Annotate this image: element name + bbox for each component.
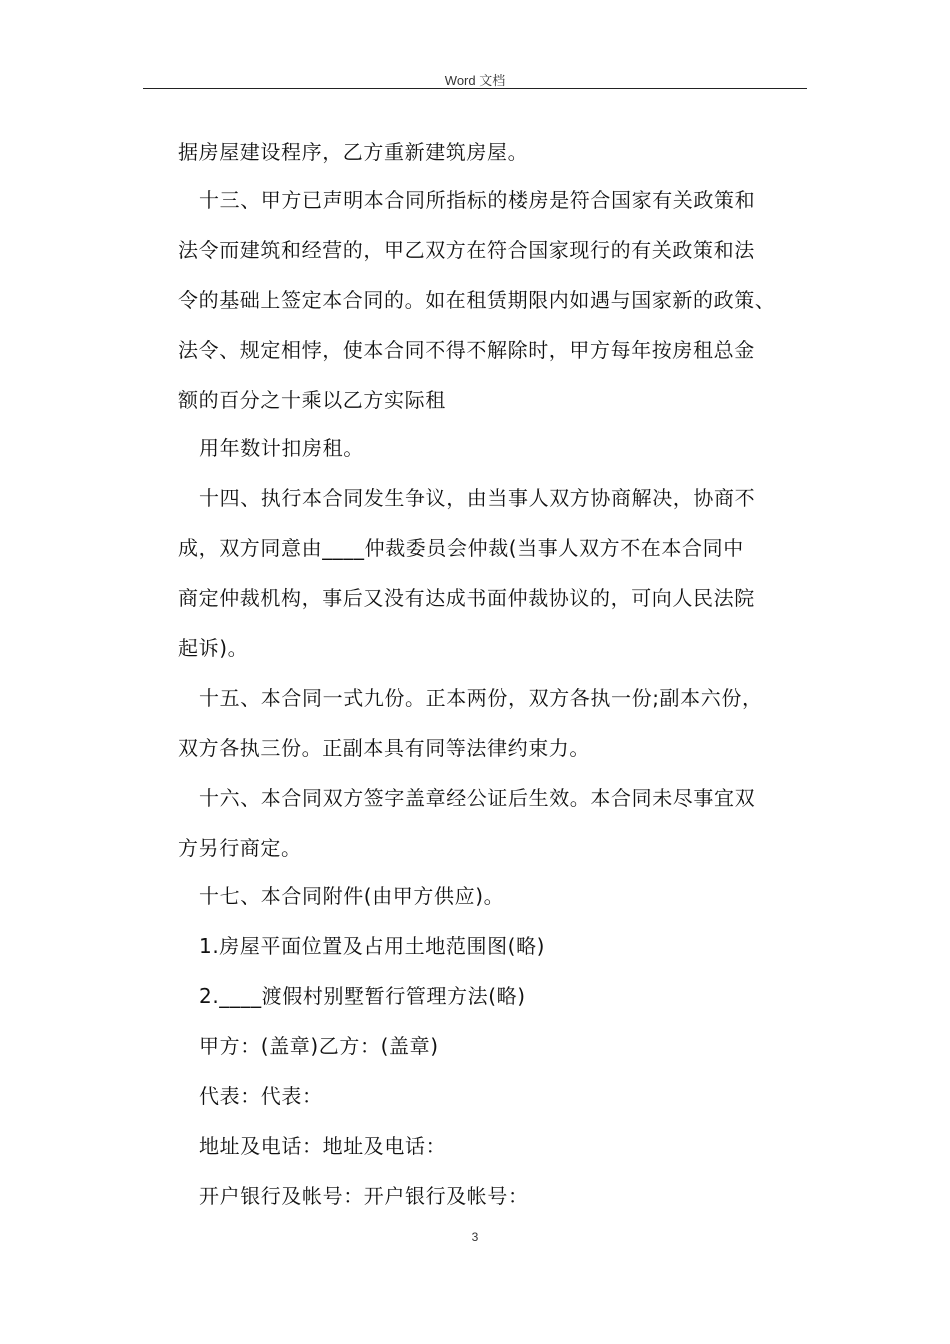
text-line: 法令而建筑和经营的，甲乙双方在符合国家现行的有关政策和法 bbox=[178, 238, 755, 262]
page-header-title: Word 文档 bbox=[444, 73, 506, 88]
page-number: 3 bbox=[471, 1230, 479, 1244]
text-line: 开户银行及帐号：开户银行及帐号： bbox=[199, 1184, 529, 1208]
text-line: 法令、规定相悖，使本合同不得不解除时，甲方每年按房租总金 bbox=[178, 338, 755, 362]
text-line: 代表：代表： bbox=[199, 1084, 323, 1108]
text-line: 2.____渡假村别墅暂行管理方法(略) bbox=[199, 984, 526, 1008]
text-line: 据房屋建设程序，乙方重新建筑房屋。 bbox=[178, 140, 529, 164]
text-line: 双方各执三份。正副本具有同等法律约束力。 bbox=[178, 736, 590, 760]
text-line: 甲方：(盖章)乙方：(盖章) bbox=[199, 1034, 439, 1058]
text-line: 地址及电话：地址及电话： bbox=[199, 1134, 447, 1158]
text-line: 十七、本合同附件(由甲方供应)。 bbox=[199, 884, 505, 908]
text-line: 起诉)。 bbox=[178, 636, 249, 660]
text-line: 十三、甲方已声明本合同所指标的楼房是符合国家有关政策和 bbox=[199, 188, 756, 212]
text-line: 成，双方同意由____仲裁委员会仲裁(当事人双方不在本合同中 bbox=[178, 536, 744, 560]
text-line: 商定仲裁机构，事后又没有达成书面仲裁协议的，可向人民法院 bbox=[178, 586, 755, 610]
text-line: 额的百分之十乘以乙方实际租 bbox=[178, 388, 446, 412]
text-line: 十五、本合同一式九份。正本两份，双方各执一份;副本六份， bbox=[199, 686, 763, 710]
text-line: 令的基础上签定本合同的。如在租赁期限内如遇与国家新的政策、 bbox=[178, 288, 776, 312]
text-line: 十六、本合同双方签字盖章经公证后生效。本合同未尽事宜双 bbox=[199, 786, 756, 810]
text-line: 十四、执行本合同发生争议，由当事人双方协商解决，协商不 bbox=[199, 486, 756, 510]
text-line: 方另行商定。 bbox=[178, 836, 302, 860]
text-line: 用年数计扣房租。 bbox=[199, 436, 364, 460]
text-line: 1.房屋平面位置及占用土地范围图(略) bbox=[199, 934, 546, 958]
